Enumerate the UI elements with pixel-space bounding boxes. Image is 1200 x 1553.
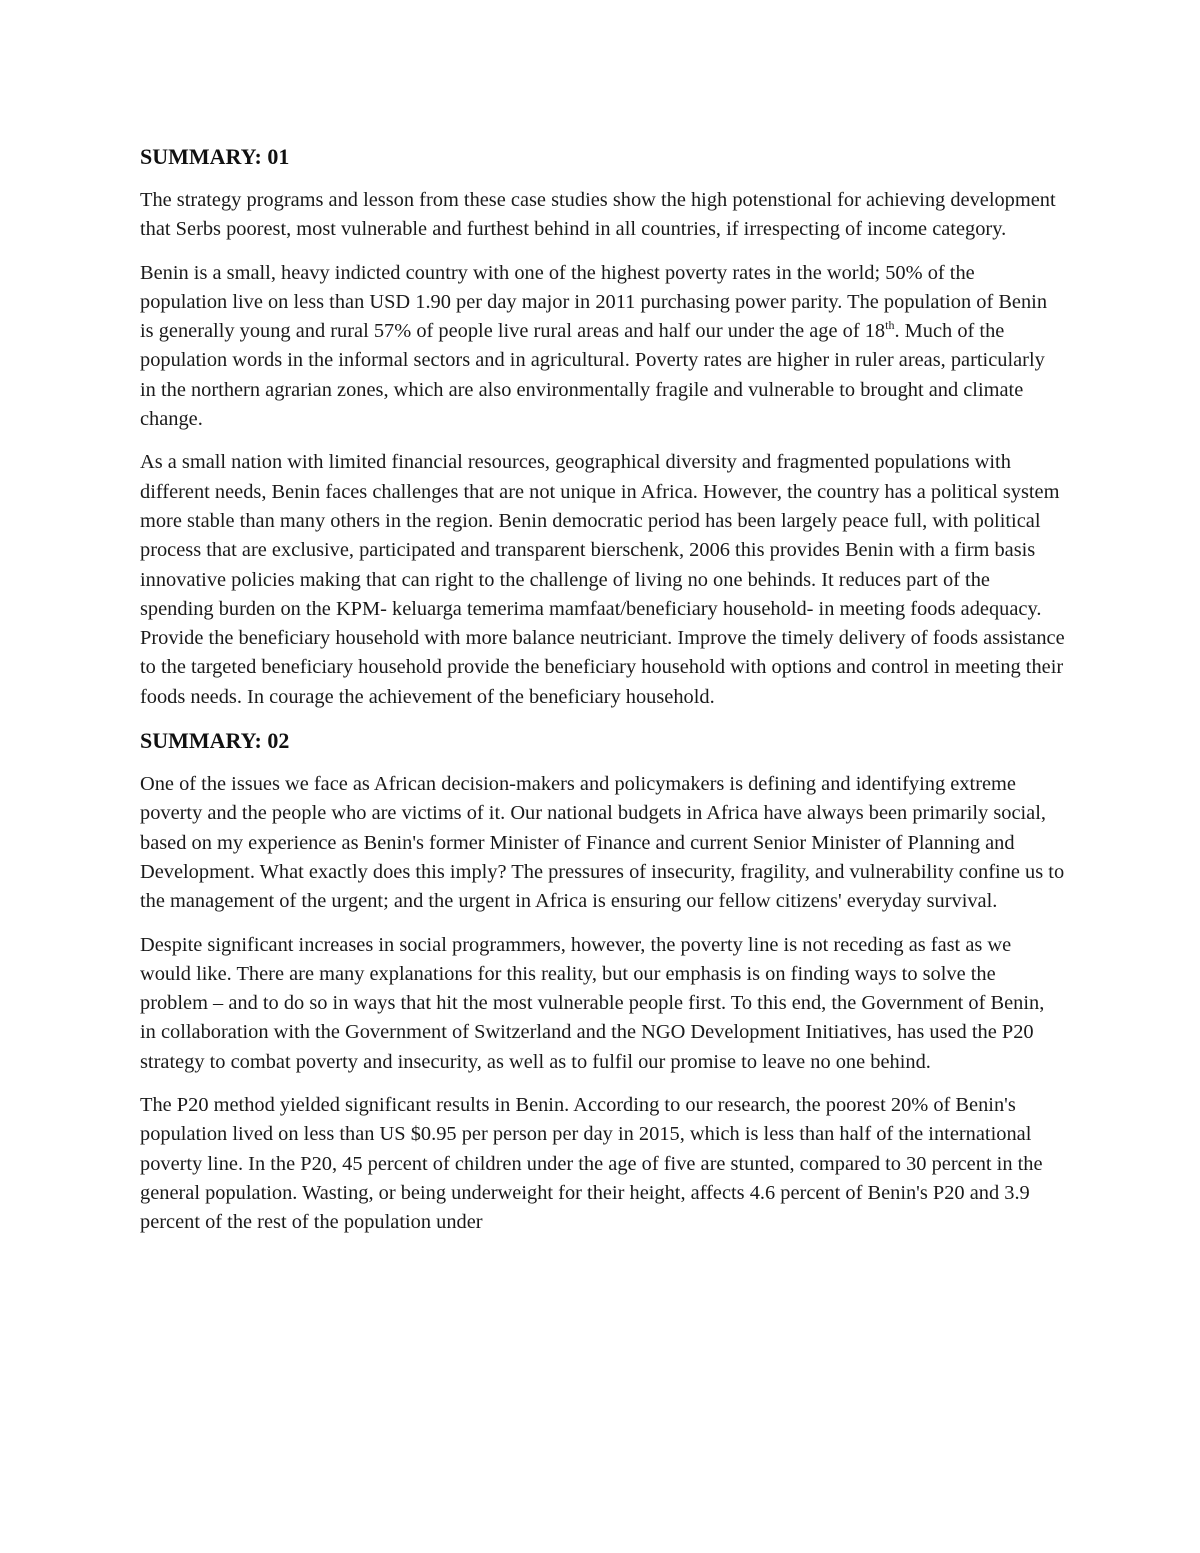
summary-02-paragraph-3: The P20 method yielded significant results in Benin. According to our research, the poorest 20% of Benin's population lived on less than US $0.95 per person per day in 2015, which is less than half of the international poverty line. In the P20, 45 percent of children under the age of five are stunted, compared to 30 percent in the general population. Wasting, or being underweight for their height, affects 4.6 percent of Benin's P20 and 3.9 percent of the rest of the population under	[140, 1094, 1043, 1234]
summary-01-heading: SUMMARY: 01	[140, 144, 290, 169]
summary-01-paragraph-2-text-b: . Much of the population words in the informal sectors and in agricultural. Poverty rates are higher in ruler areas, particularly in the northern agrarian zones, which are also environmentally fragile and vulnerable to brought and climate change.	[140, 320, 1045, 431]
ordinal-superscript: th	[885, 318, 895, 333]
summary-01-paragraph-1: The strategy programs and lesson from these case studies show the high potenstional for achieving development that Serbs poorest, most vulnerable and furthest behind in all countries, if irrespecting of income category.	[140, 189, 1056, 241]
summary-01-paragraph-3: As a small nation with limited financial resources, geographical diversity and fragmented populations with different needs, Benin faces challenges that are not unique in Africa. However, the country has a political system more stable than many others in the region. Benin democratic period has been largely peace full, with political process that are exclusive, participated and transparent bierschenk, 2006 this provides Benin with a firm basis innovative policies making that can right to the challenge of living no one behinds. It reduces part of the spending burden on the KPM- keluarga temerima mamfaat/beneficiary household- in meeting foods adequacy. Provide the beneficiary household with more balance neutriciant. Improve the timely delivery of foods assistance to the targeted beneficiary household provide the beneficiary household with options and control in meeting their foods needs. In courage the achievement of the beneficiary household.	[140, 451, 1065, 708]
summary-02-paragraph-1: One of the issues we face as African decision-makers and policymakers is defining and identifying extreme poverty and the people who are victims of it. Our national budgets in Africa have always been primarily social, based on my experience as Benin's former Minister of Finance and current Senior Minister of Planning and Development. What exactly does this imply? The pressures of insecurity, fragility, and vulnerability confine us to the management of the urgent; and the urgent in Africa is ensuring our fellow citizens' everyday survival.	[140, 773, 1065, 913]
summary-01-paragraph-2	[140, 259, 1065, 435]
summary-02-paragraph-2: Despite significant increases in social programmers, however, the poverty line is not receding as fast as we would like. There are many explanations for this reality, but our emphasis is on finding ways to solve the problem – and to do so in ways that hit the most vulnerable people first. To this end, the Government of Benin, in collaboration with the Government of Switzerland and the NGO Development Initiatives, has used the P20 strategy to combat poverty and insecurity, as well as to fulfil our promise to leave no one behind.	[140, 933, 1045, 1073]
summary-01-paragraph-2-text-a: Benin is a small, heavy indicted country with one of the highest poverty rates in the world; 50% of the population live on less than USD 1.90 per day major in 2011 purchasing power parity. The population of Benin is generally young and rural 57% of people live rural areas and half our under the age of 18	[140, 261, 1048, 343]
summary-02-heading: SUMMARY: 02	[140, 728, 290, 754]
document-body	[140, 142, 1065, 1252]
